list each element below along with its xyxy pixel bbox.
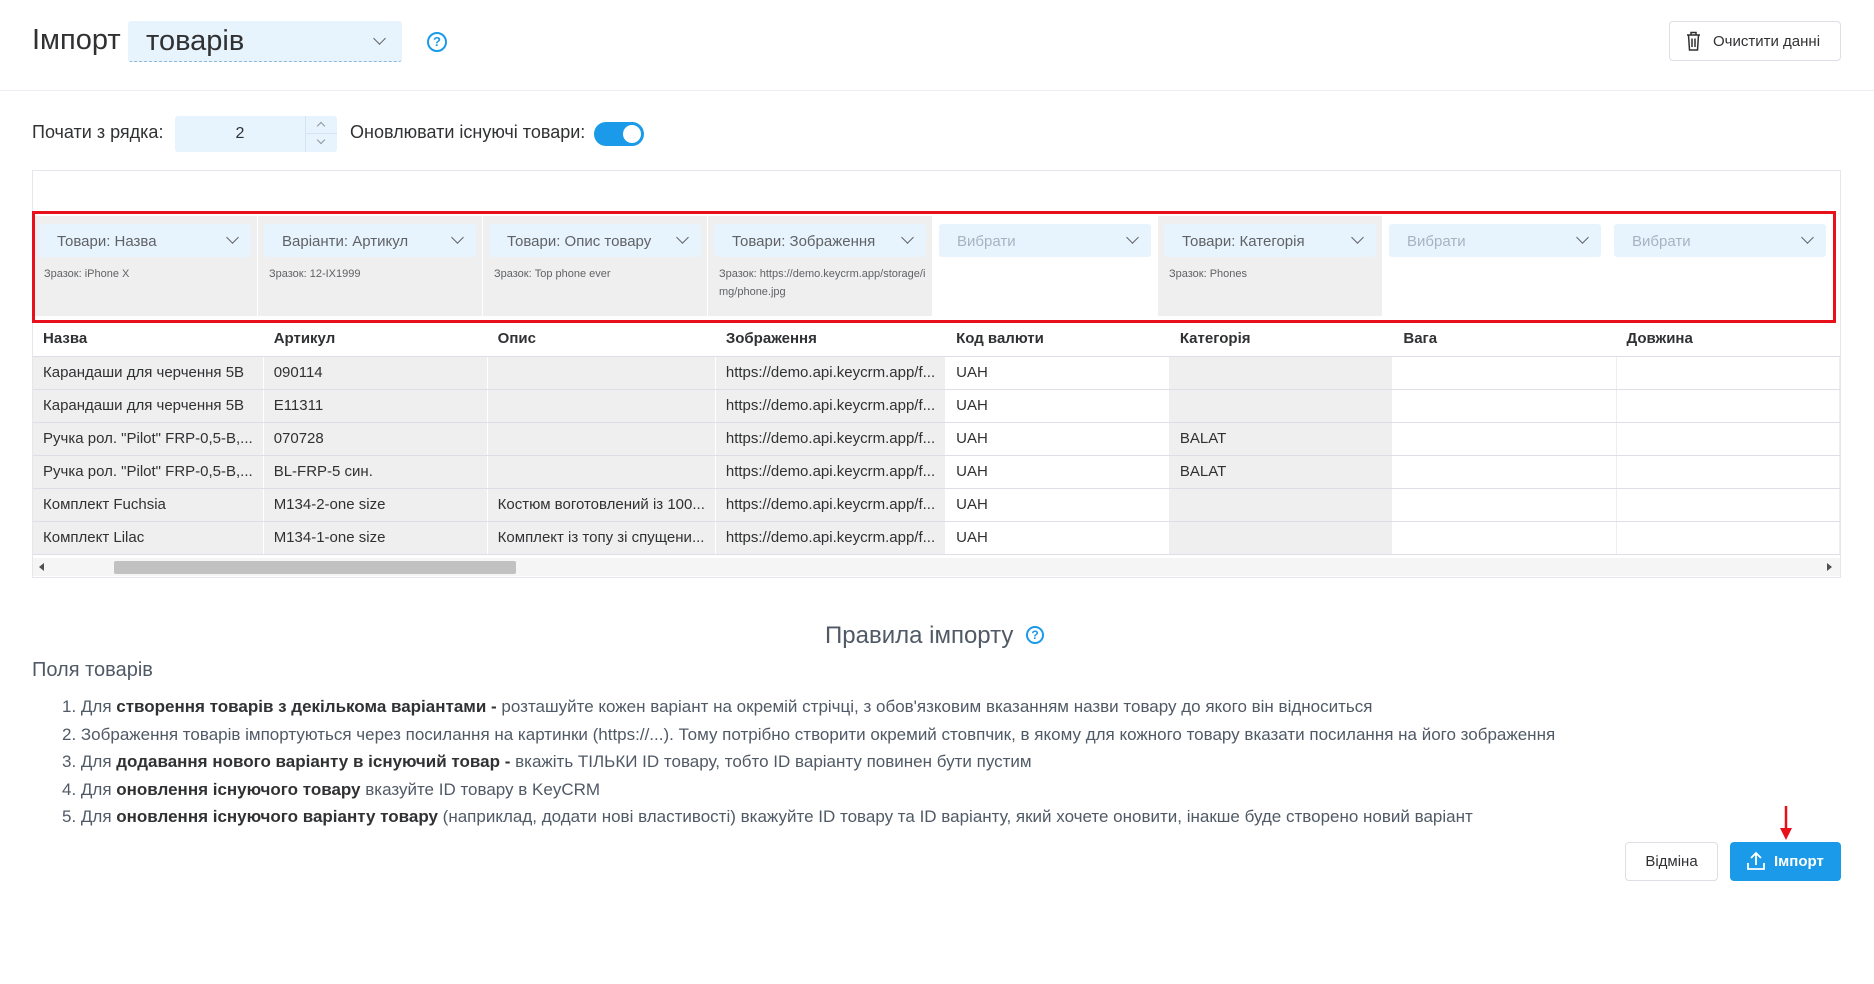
chevron-down-icon: [901, 231, 914, 244]
mapping-select-value: Товари: Опис товару: [507, 233, 652, 250]
table-cell: E11311: [263, 389, 487, 422]
table-cell: UAH: [946, 389, 1170, 422]
rule-prefix: 1. Для: [62, 697, 117, 716]
clear-data-button[interactable]: [1669, 21, 1841, 61]
page-title: Імпорт: [32, 24, 121, 56]
column-header: Опис: [487, 322, 715, 356]
rule-prefix: 5. Для: [62, 807, 117, 826]
scrollbar-thumb[interactable]: [114, 561, 516, 574]
table-cell: Костюм воготовлений із 100...: [487, 488, 715, 521]
mapping-column: [483, 216, 708, 316]
column-mapping-select[interactable]: [1164, 224, 1376, 257]
start-row-label: Почати з рядка:: [32, 122, 164, 142]
table-cell: UAH: [946, 488, 1170, 521]
table-cell: [1616, 422, 1840, 455]
rules-title: Правила імпорту: [825, 622, 1014, 649]
table-row: [33, 389, 1840, 422]
update-existing-toggle[interactable]: [594, 122, 644, 146]
chevron-down-icon: [1351, 231, 1364, 244]
table-cell: [487, 455, 715, 488]
rule-prefix: 2.: [62, 724, 81, 744]
column-mapping-select[interactable]: [714, 224, 926, 257]
chevron-up-icon: [317, 122, 325, 130]
table-cell: Карандаши для черчення 5В: [33, 389, 263, 422]
table-cell: [1616, 488, 1840, 521]
chevron-down-icon: [373, 32, 386, 45]
chevron-down-icon: [1801, 231, 1814, 244]
rule-prefix: 3. Для: [62, 752, 117, 771]
import-button-label: Імпорт: [1774, 853, 1824, 870]
rule-text: Зображення товарів імпортуються через посилання на картинки (https://...). Тому потрібно створити окремий стовпчик, в якому для кожного товару вказати посилання на його зображення: [80, 724, 1556, 744]
chevron-down-icon: [676, 231, 689, 244]
table-cell: BL-FRP-5 син.: [263, 455, 487, 488]
decrement-button[interactable]: [305, 134, 337, 152]
table-cell: [1393, 488, 1616, 521]
mapping-select-value: Вибрати: [1407, 233, 1466, 250]
table-cell: Карандаши для черчення 5В: [33, 356, 263, 389]
column-header: Довжина: [1616, 322, 1840, 356]
table-cell: UAH: [946, 422, 1170, 455]
mapping-column: [1608, 216, 1833, 316]
table-cell: 070728: [263, 422, 487, 455]
upload-icon: [1746, 851, 1766, 871]
table-cell: Комплект Lilac: [33, 521, 263, 554]
column-header: Категорія: [1169, 322, 1393, 356]
rules-list: [62, 693, 1555, 831]
mapping-sample: Зразок: iPhone X: [44, 268, 130, 280]
mapping-column: [1383, 216, 1608, 316]
mapping-select-value: Товари: Зображення: [732, 233, 876, 250]
table-cell: [1393, 356, 1616, 389]
toggle-knob: [623, 125, 641, 143]
mapping-select-value: Вибрати: [1632, 233, 1691, 250]
mapping-column: [33, 216, 258, 316]
import-button[interactable]: [1730, 842, 1841, 881]
table-cell: [1393, 455, 1616, 488]
mapping-column: [933, 216, 1158, 316]
import-table: [32, 170, 1841, 578]
table-cell: [1169, 488, 1393, 521]
table-cell: [1393, 422, 1616, 455]
chevron-down-icon: [226, 231, 239, 244]
table-cell: M134-1-one size: [263, 521, 487, 554]
start-row-value[interactable]: 2: [235, 125, 245, 142]
table-cell: [1616, 455, 1840, 488]
mapping-sample: Зразок: Phones: [1169, 268, 1248, 280]
chevron-down-icon: [451, 231, 464, 244]
table-cell: [1616, 389, 1840, 422]
chevron-down-icon: [1126, 231, 1139, 244]
rule-text: вказуйте ID товару в KeyCRM: [360, 779, 601, 799]
horizontal-scrollbar[interactable]: [33, 558, 1840, 576]
trash-icon: [1686, 31, 1701, 51]
import-type-value: товарів: [146, 25, 245, 57]
start-row-stepper[interactable]: [175, 116, 337, 152]
table-cell: Ручка рол. "Pilot" FRP-0,5-B,...: [33, 455, 263, 488]
rule-item: [62, 721, 1555, 749]
table-cell: [1616, 521, 1840, 554]
table-row: [33, 521, 1840, 554]
table-row: [33, 455, 1840, 488]
clear-data-label: Очистити данні: [1713, 33, 1821, 50]
mapping-column: [708, 216, 933, 316]
rule-text: вкажіть ТІЛЬКИ ID товару, тобто ID варіанту повинен бути пустим: [510, 752, 1032, 771]
column-mapping-select[interactable]: [39, 224, 251, 257]
mapping-sample: Зразок: 12-IX1999: [269, 268, 361, 280]
mapping-select-value: Товари: Назва: [57, 233, 157, 250]
column-header: Вага: [1393, 322, 1616, 356]
cancel-button[interactable]: Відміна: [1625, 842, 1718, 881]
table-cell: UAH: [946, 455, 1170, 488]
table-cell: [1169, 356, 1393, 389]
preview-table: [33, 322, 1840, 555]
red-arrow-icon: [1780, 806, 1792, 840]
mapping-select-value: Вибрати: [957, 233, 1016, 250]
rule-emphasis: оновлення існуючого товару: [116, 779, 361, 799]
table-cell: 090114: [263, 356, 487, 389]
mapping-sample: Зразок: Top phone ever: [494, 268, 611, 280]
rule-item: [62, 693, 1555, 721]
import-type-select[interactable]: [128, 21, 402, 62]
table-cell: https://demo.api.keycrm.app/f...: [715, 356, 945, 389]
rule-prefix: 4. Для: [62, 779, 117, 799]
column-header: Код валюти: [946, 322, 1170, 356]
table-cell: BALAT: [1169, 422, 1393, 455]
table-cell: [487, 422, 715, 455]
scroll-right-icon[interactable]: [1827, 563, 1832, 571]
rule-emphasis: оновлення існуючого варіанту товару: [116, 807, 438, 826]
mapping-column: [1158, 216, 1383, 316]
chevron-down-icon: [317, 136, 325, 144]
update-existing-label: Оновлювати існуючі товари:: [350, 122, 586, 142]
column-header: Артикул: [263, 322, 487, 356]
rule-text: розташуйте кожен варіант на окремій стрічці, з обов'язковим вказанням назви товару до якого він відноситься: [496, 697, 1373, 716]
scroll-left-icon[interactable]: [39, 563, 44, 571]
increment-button[interactable]: [305, 116, 337, 134]
chevron-down-icon: [1576, 231, 1589, 244]
page-header: [0, 0, 1874, 91]
table-header-row: [33, 322, 1840, 356]
table-row: [33, 356, 1840, 389]
table-cell: [1169, 389, 1393, 422]
table-cell: M134-2-one size: [263, 488, 487, 521]
column-mapping-select[interactable]: [264, 224, 476, 257]
table-cell: [1393, 389, 1616, 422]
table-cell: UAH: [946, 356, 1170, 389]
rule-item: [62, 776, 1555, 804]
table-body: [33, 356, 1840, 554]
mapping-column: [258, 216, 483, 316]
table-row: [33, 422, 1840, 455]
rules-help-icon[interactable]: ?: [1026, 626, 1044, 644]
table-cell: Ручка рол. "Pilot" FRP-0,5-B,...: [33, 422, 263, 455]
mapping-sample: Зразок: https://demo.keycrm.app/storage/img/phone.jpg: [719, 268, 926, 298]
table-cell: Комплект Fuchsia: [33, 488, 263, 521]
table-cell: https://demo.api.keycrm.app/f...: [715, 488, 945, 521]
column-mapping-select[interactable]: [1389, 224, 1601, 257]
rule-emphasis: додавання нового варіанту в існуючий товар -: [116, 752, 511, 771]
table-cell: [1616, 356, 1840, 389]
table-cell: [487, 356, 715, 389]
column-mapping-select[interactable]: [489, 224, 701, 257]
table-cell: UAH: [946, 521, 1170, 554]
table-cell: [1393, 521, 1616, 554]
mapping-select-value: Варіанти: Артикул: [282, 233, 409, 250]
rule-emphasis: створення товарів з декількома варіантами -: [116, 697, 497, 716]
table-cell: https://demo.api.keycrm.app/f...: [715, 521, 945, 554]
mapping-select-value: Товари: Категорія: [1182, 233, 1305, 250]
table-row: [33, 488, 1840, 521]
fields-title: Поля товарів: [32, 659, 153, 681]
rule-item: [62, 803, 1555, 831]
table-cell: Комплект із топу зі спущени...: [487, 521, 715, 554]
column-mapping-select[interactable]: [939, 224, 1151, 257]
table-cell: https://demo.api.keycrm.app/f...: [715, 389, 945, 422]
help-icon[interactable]: ?: [427, 32, 447, 52]
table-cell: [1169, 521, 1393, 554]
table-cell: BALAT: [1169, 455, 1393, 488]
rule-item: [62, 748, 1555, 776]
table-cell: https://demo.api.keycrm.app/f...: [715, 422, 945, 455]
rule-text: (наприклад, додати нові властивості) вкажуйте ID товару та ID варіанту, який хочете оновити, інакше буде створено новий варіант: [437, 807, 1473, 826]
column-header: Назва: [33, 322, 263, 356]
column-header: Зображення: [715, 322, 945, 356]
table-cell: https://demo.api.keycrm.app/f...: [715, 455, 945, 488]
table-cell: [487, 389, 715, 422]
column-mapping-select[interactable]: [1614, 224, 1826, 257]
